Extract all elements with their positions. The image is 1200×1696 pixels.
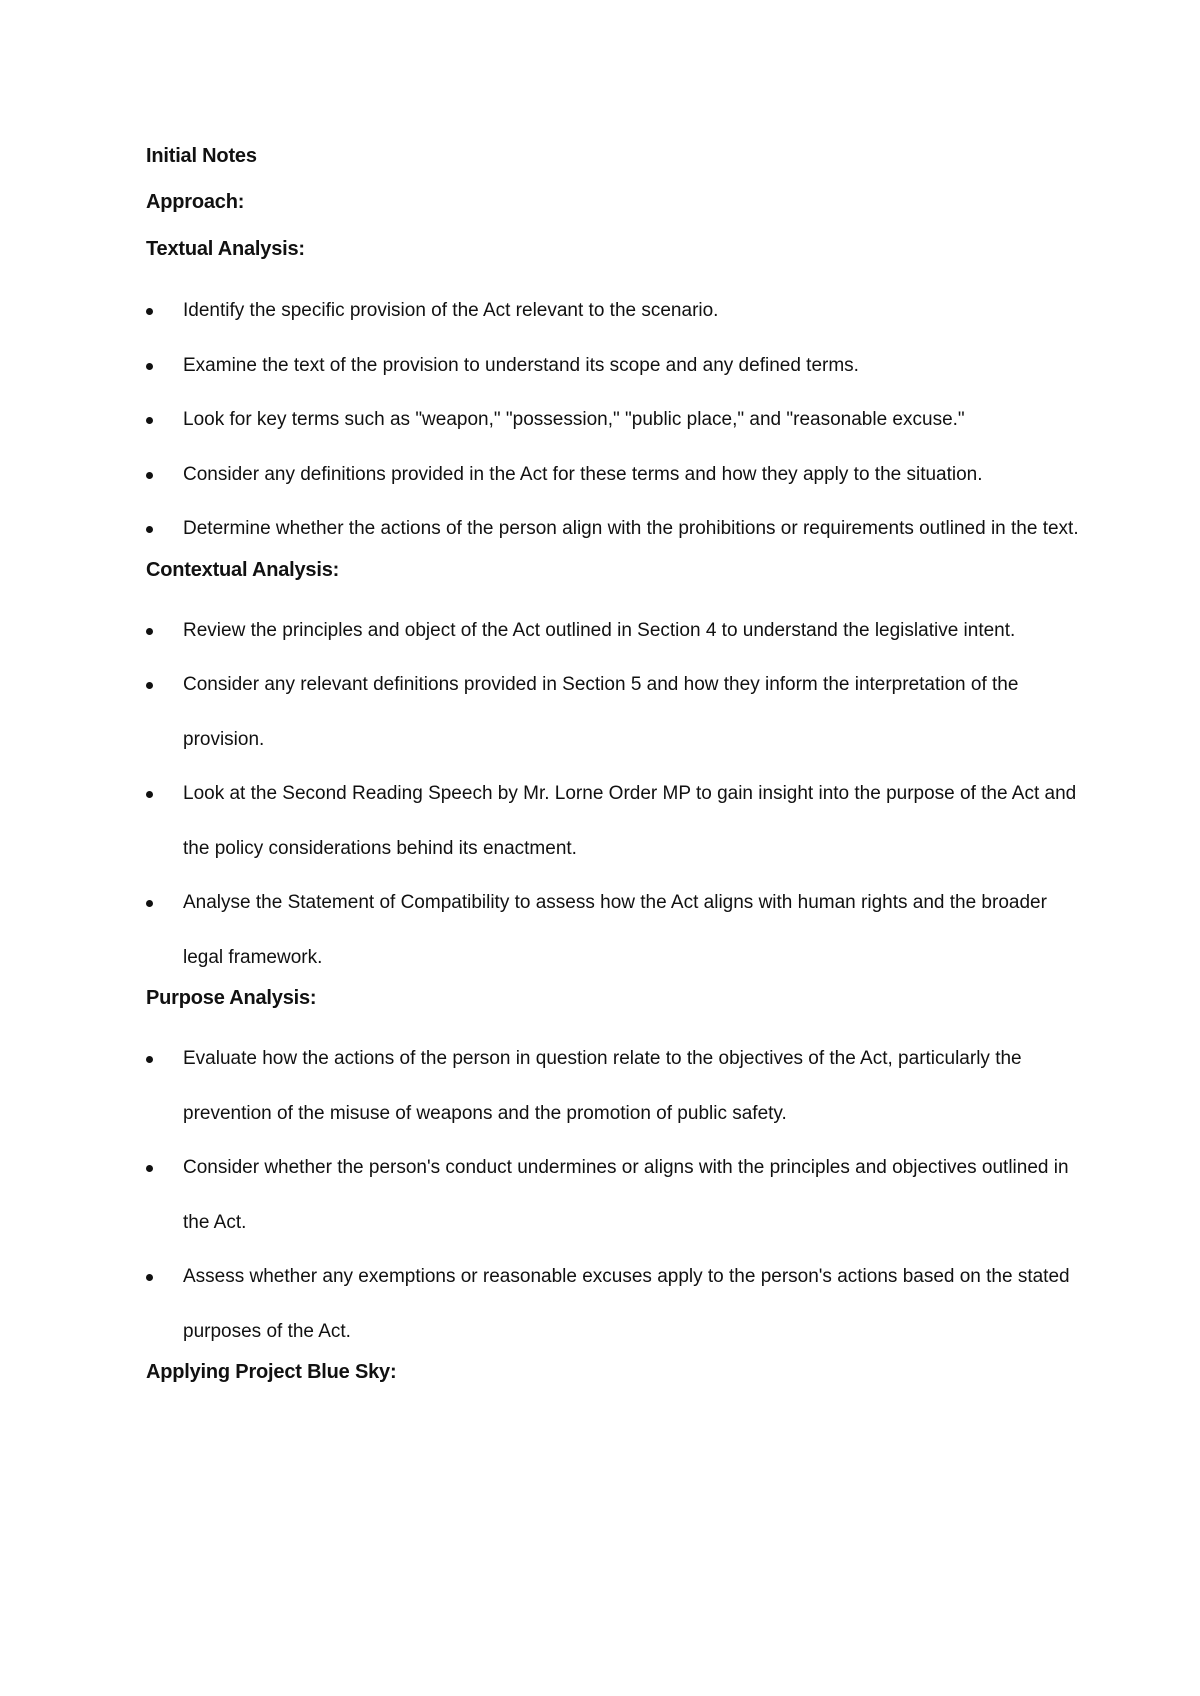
bullet-icon (146, 1274, 153, 1281)
bullet-icon (146, 1056, 153, 1063)
list-item-text: Consider any relevant definitions provided in Section 5 and how they inform the interpretation of the provision. (183, 674, 1019, 750)
bullet-icon (146, 526, 153, 533)
list-item-text: Assess whether any exemptions or reasonable excuses apply to the person's actions based on the stated purposes of the Act. (183, 1266, 1070, 1342)
bullet-icon (146, 791, 153, 798)
list-item (146, 658, 1086, 767)
list-item (146, 1250, 1086, 1359)
bullet-icon (146, 472, 153, 479)
bullet-icon (146, 682, 153, 689)
list-item-text: Review the principles and object of the Act outlined in Section 4 to understand the legislative intent. (183, 619, 1016, 641)
bullet-icon (146, 1165, 153, 1172)
bullet-icon (146, 417, 153, 424)
bullet-list-contextual (146, 604, 1086, 986)
list-item (146, 284, 1086, 339)
list-item (146, 448, 1086, 503)
bullet-list-textual (146, 284, 1086, 557)
list-item-text: Identify the specific provision of the Act relevant to the scenario. (183, 300, 719, 321)
list-item (146, 1141, 1086, 1250)
bullet-icon (146, 363, 153, 370)
list-item (146, 876, 1086, 985)
bullet-list-purpose (146, 1032, 1086, 1359)
list-item-text: Determine whether the actions of the person align with the prohibitions or requirements outlined in the text. (183, 518, 1079, 539)
section-heading-purpose: Purpose Analysis: (146, 987, 317, 1009)
list-item (146, 502, 1086, 557)
list-item (146, 604, 1086, 659)
list-item-text: Look for key terms such as "weapon," "possession," "public place," and "reasonable excuse." (183, 409, 965, 430)
approach-heading: Approach: (146, 191, 245, 213)
bullet-icon (146, 308, 153, 315)
list-item-text: Consider any definitions provided in the Act for these terms and how they apply to the situation. (183, 463, 983, 485)
document-title: Initial Notes (146, 145, 257, 167)
list-item (146, 1032, 1086, 1141)
section-heading-textual: Textual Analysis: (146, 238, 305, 260)
bullet-icon (146, 900, 153, 907)
list-item-text: Analyse the Statement of Compatibility to assess how the Act aligns with human rights and the broader legal framework. (183, 892, 1047, 968)
list-item (146, 339, 1086, 394)
list-item-text: Look at the Second Reading Speech by Mr. Lorne Order MP to gain insight into the purpose of the Act and the policy considerations behind its enactment. (183, 783, 1077, 859)
list-item-text: Consider whether the person's conduct undermines or aligns with the principles and objectives outlined in the Act. (183, 1157, 1069, 1233)
list-item (146, 393, 1086, 448)
section-heading-contextual: Contextual Analysis: (146, 558, 340, 581)
document-body (146, 143, 1086, 1406)
bullet-icon (146, 628, 153, 635)
list-item-text: Evaluate how the actions of the person in question relate to the objectives of the Act, particularly the prevention of the misuse of weapons and the promotion of public safety. (183, 1048, 1022, 1124)
list-item (146, 767, 1086, 876)
list-item-text: Examine the text of the provision to understand its scope and any defined terms. (183, 354, 859, 376)
section-heading-project-blue-sky: Applying Project Blue Sky: (146, 1361, 397, 1383)
